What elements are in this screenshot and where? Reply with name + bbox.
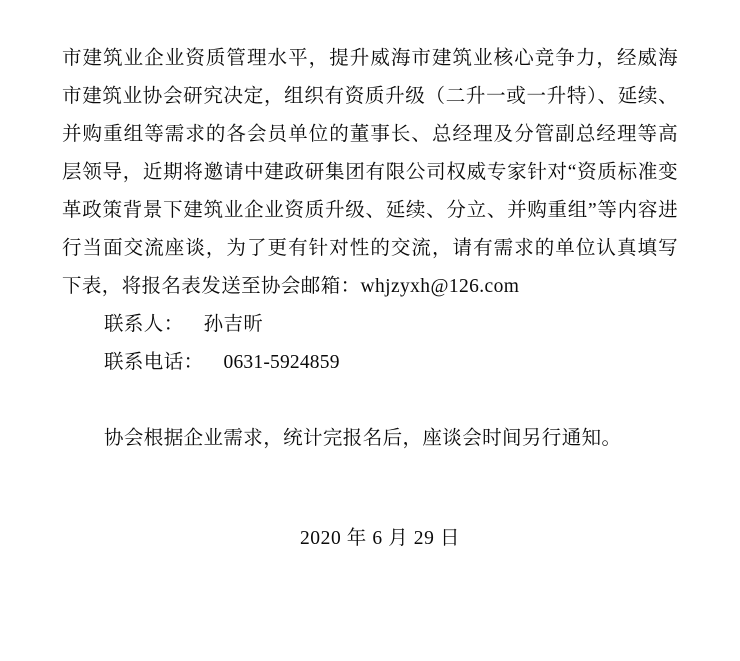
contact-person-line <box>62 306 678 344</box>
contact-phone-line <box>62 344 678 382</box>
body-paragraph: 市建筑业企业资质管理水平，提升威海市建筑业核心竞争力，经威海市建筑业协会研究决定，组织有资质升级（二升一或一升特）、延续、并购重组等需求的各会员单位的董事长、总经理及分管副总经理等高层领导，近期将邀请中建政研集团有限公司权威专家针对“资质标准变革政策背景下建筑业企业资质升级、延续、分立、并购重组”等内容进行当面交流座谈，为了更有针对性的交流，请有需求的单位认真填写下表，将报名表发送至协会邮箱：whjzyxh@126.com <box>62 48 678 297</box>
document-date: 2020 年 6 月 29 日 <box>299 528 461 549</box>
contact-phone-label: 联系电话： <box>104 352 204 373</box>
blank-line <box>62 382 678 420</box>
contact-person-label: 联系人： <box>104 314 184 335</box>
contact-person-value: 孙吉昕 <box>203 314 264 335</box>
date-block <box>62 520 678 558</box>
note-paragraph: 协会根据企业需求，统计完报名后，座谈会时间另行通知。 <box>104 428 622 449</box>
contact-phone-value: 0631-5924859 <box>223 352 340 373</box>
document-body <box>62 40 678 306</box>
